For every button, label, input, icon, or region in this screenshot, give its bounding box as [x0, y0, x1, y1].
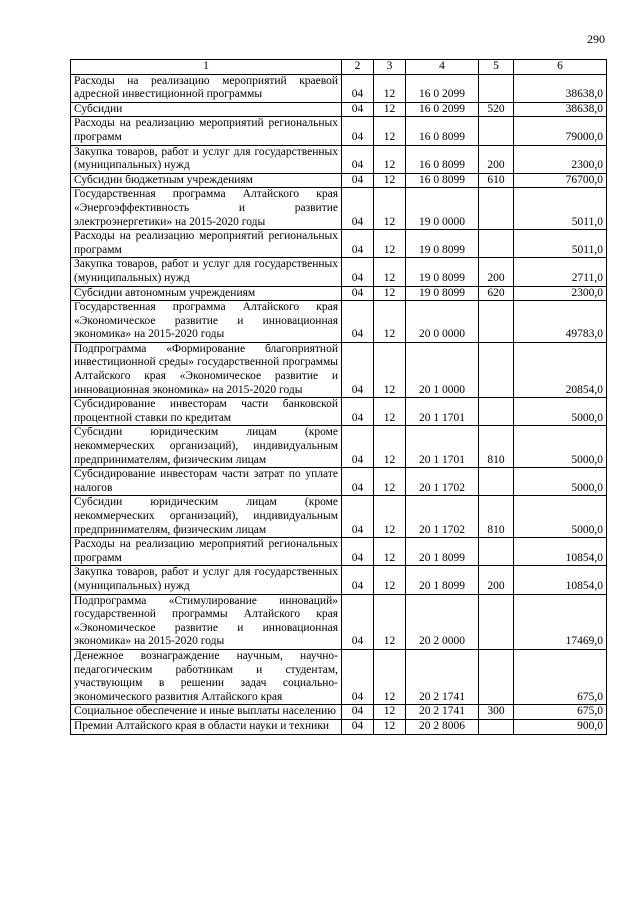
- table-row: [71, 719, 607, 734]
- row-subsection: 12: [374, 468, 406, 496]
- header-row: [71, 60, 607, 75]
- row-amount: 49783,0: [514, 301, 607, 343]
- row-description: Субсидии бюджетным учреждениям: [71, 173, 342, 188]
- row-expense-type: [479, 230, 514, 258]
- row-target-article: 19 0 8099: [406, 258, 479, 286]
- row-amount: 5011,0: [514, 188, 607, 230]
- row-subsection: 12: [374, 342, 406, 397]
- row-subsection: 12: [374, 719, 406, 734]
- row-subsection: 12: [374, 145, 406, 173]
- row-subsection: 12: [374, 117, 406, 145]
- table-row: [71, 173, 607, 188]
- row-subsection: 12: [374, 301, 406, 343]
- row-expense-type: 200: [479, 258, 514, 286]
- row-amount: 5000,0: [514, 468, 607, 496]
- row-target-article: 20 1 1702: [406, 468, 479, 496]
- row-section: 04: [342, 286, 374, 301]
- row-amount: 76700,0: [514, 173, 607, 188]
- row-target-article: 20 1 8099: [406, 538, 479, 566]
- header-cell: 1: [71, 60, 342, 75]
- row-section: 04: [342, 649, 374, 704]
- header-cell: 5: [479, 60, 514, 75]
- row-description: Расходы на реализацию мероприятий региональных программ: [71, 230, 342, 258]
- row-subsection: 12: [374, 649, 406, 704]
- row-expense-type: 200: [479, 566, 514, 594]
- table-row: [71, 145, 607, 173]
- row-target-article: 20 0 0000: [406, 301, 479, 343]
- header-cell: 6: [514, 60, 607, 75]
- row-amount: 5000,0: [514, 398, 607, 426]
- row-amount: 20854,0: [514, 342, 607, 397]
- header-cell: 2: [342, 60, 374, 75]
- table-row: [71, 117, 607, 145]
- row-amount: 2300,0: [514, 145, 607, 173]
- table-row: [71, 74, 607, 102]
- row-expense-type: [479, 468, 514, 496]
- row-subsection: 12: [374, 594, 406, 649]
- row-amount: 5000,0: [514, 426, 607, 468]
- row-expense-type: [479, 342, 514, 397]
- row-expense-type: 620: [479, 286, 514, 301]
- row-section: 04: [342, 398, 374, 426]
- row-description: Государственная программа Алтайского края «Энергоэффективность и развитие электроэнергетики» на 2015-2020 годы: [71, 188, 342, 230]
- header-cell: 4: [406, 60, 479, 75]
- row-expense-type: 810: [479, 496, 514, 538]
- row-description: Социальное обеспечение и иные выплаты населению: [71, 705, 342, 720]
- row-description: Субсидии юридическим лицам (кроме некоммерческих организаций), индивидуальным предпринимателям, физическим лицам: [71, 426, 342, 468]
- table-row: [71, 286, 607, 301]
- table-row: [71, 342, 607, 397]
- row-target-article: 20 1 1701: [406, 426, 479, 468]
- table-row: [71, 188, 607, 230]
- row-target-article: 20 1 8099: [406, 566, 479, 594]
- table-row: [71, 102, 607, 117]
- row-section: 04: [342, 468, 374, 496]
- row-section: 04: [342, 705, 374, 720]
- row-amount: 675,0: [514, 705, 607, 720]
- row-target-article: 20 1 0000: [406, 342, 479, 397]
- row-subsection: 12: [374, 496, 406, 538]
- table-row: [71, 649, 607, 704]
- row-description: Денежное вознаграждение научным, научно-педагогическим работникам и студентам, участвующим в решении задач социально-экономического развития Алтайского края: [71, 649, 342, 704]
- row-expense-type: 520: [479, 102, 514, 117]
- table-row: [71, 258, 607, 286]
- row-expense-type: [479, 117, 514, 145]
- row-subsection: 12: [374, 258, 406, 286]
- row-subsection: 12: [374, 538, 406, 566]
- row-expense-type: [479, 719, 514, 734]
- table-row: [71, 301, 607, 343]
- row-description: Подпрограмма «Формирование благоприятной инвестиционной среды» государственной программы Алтайского края «Экономическое развитие и инновационная экономика» на 2015-2020 годы: [71, 342, 342, 397]
- row-expense-type: [479, 74, 514, 102]
- row-target-article: 19 0 8099: [406, 286, 479, 301]
- row-description: Субсидии автономным учреждениям: [71, 286, 342, 301]
- row-target-article: 19 0 8099: [406, 230, 479, 258]
- row-amount: 900,0: [514, 719, 607, 734]
- row-subsection: 12: [374, 566, 406, 594]
- row-section: 04: [342, 594, 374, 649]
- table-row: [71, 705, 607, 720]
- row-description: Государственная программа Алтайского края «Экономическое развитие и инновационная экономика» на 2015-2020 годы: [71, 301, 342, 343]
- row-target-article: 19 0 0000: [406, 188, 479, 230]
- row-target-article: 16 0 2099: [406, 74, 479, 102]
- row-target-article: 20 2 0000: [406, 594, 479, 649]
- row-description: Субсидирование инвесторам части затрат по уплате налогов: [71, 468, 342, 496]
- row-expense-type: [479, 188, 514, 230]
- row-description: Субсидии: [71, 102, 342, 117]
- row-description: Расходы на реализацию мероприятий краевой адресной инвестиционной программы: [71, 74, 342, 102]
- row-amount: 10854,0: [514, 538, 607, 566]
- row-subsection: 12: [374, 188, 406, 230]
- row-expense-type: [479, 398, 514, 426]
- table-row: [71, 496, 607, 538]
- table-row: [71, 468, 607, 496]
- row-section: 04: [342, 426, 374, 468]
- row-section: 04: [342, 301, 374, 343]
- row-section: 04: [342, 538, 374, 566]
- row-section: 04: [342, 719, 374, 734]
- table-row: [71, 426, 607, 468]
- row-amount: 5000,0: [514, 496, 607, 538]
- row-target-article: 20 1 1702: [406, 496, 479, 538]
- table-row: [71, 594, 607, 649]
- row-expense-type: [479, 649, 514, 704]
- table-row: [71, 398, 607, 426]
- row-target-article: 20 1 1701: [406, 398, 479, 426]
- row-amount: 10854,0: [514, 566, 607, 594]
- row-description: Расходы на реализацию мероприятий региональных программ: [71, 538, 342, 566]
- row-section: 04: [342, 566, 374, 594]
- row-amount: 38638,0: [514, 74, 607, 102]
- row-section: 04: [342, 145, 374, 173]
- table-row: [71, 566, 607, 594]
- row-section: 04: [342, 173, 374, 188]
- table-row: [71, 230, 607, 258]
- row-amount: 79000,0: [514, 117, 607, 145]
- page-number: 290: [587, 32, 605, 46]
- row-amount: 2711,0: [514, 258, 607, 286]
- row-amount: 2300,0: [514, 286, 607, 301]
- row-amount: 675,0: [514, 649, 607, 704]
- row-section: 04: [342, 117, 374, 145]
- row-expense-type: 200: [479, 145, 514, 173]
- row-subsection: 12: [374, 173, 406, 188]
- row-subsection: 12: [374, 102, 406, 117]
- row-description: Подпрограмма «Стимулирование инноваций» государственной программы Алтайского края «Экономическое развитие и инновационная экономика» на 2015-2020 годы: [71, 594, 342, 649]
- row-description: Премии Алтайского края в области науки и техники: [71, 719, 342, 734]
- row-expense-type: 300: [479, 705, 514, 720]
- row-expense-type: 810: [479, 426, 514, 468]
- row-expense-type: 610: [479, 173, 514, 188]
- row-section: 04: [342, 230, 374, 258]
- row-subsection: 12: [374, 230, 406, 258]
- row-target-article: 16 0 8099: [406, 173, 479, 188]
- row-section: 04: [342, 188, 374, 230]
- row-description: Субсидии юридическим лицам (кроме некоммерческих организаций), индивидуальным предпринимателям, физическим лицам: [71, 496, 342, 538]
- row-section: 04: [342, 496, 374, 538]
- row-description: Субсидирование инвесторам части банковской процентной ставки по кредитам: [71, 398, 342, 426]
- row-target-article: 20 2 1741: [406, 705, 479, 720]
- row-target-article: 20 2 1741: [406, 649, 479, 704]
- row-target-article: 16 0 8099: [406, 145, 479, 173]
- row-amount: 17469,0: [514, 594, 607, 649]
- row-target-article: 16 0 2099: [406, 102, 479, 117]
- row-section: 04: [342, 342, 374, 397]
- row-target-article: 16 0 8099: [406, 117, 479, 145]
- row-description: Закупка товаров, работ и услуг для государственных (муниципальных) нужд: [71, 258, 342, 286]
- row-section: 04: [342, 102, 374, 117]
- row-amount: 5011,0: [514, 230, 607, 258]
- row-section: 04: [342, 258, 374, 286]
- row-subsection: 12: [374, 398, 406, 426]
- row-subsection: 12: [374, 74, 406, 102]
- row-target-article: 20 2 8006: [406, 719, 479, 734]
- budget-table: [70, 59, 607, 735]
- header-cell: 3: [374, 60, 406, 75]
- row-description: Закупка товаров, работ и услуг для государственных (муниципальных) нужд: [71, 566, 342, 594]
- row-subsection: 12: [374, 426, 406, 468]
- row-expense-type: [479, 301, 514, 343]
- row-subsection: 12: [374, 705, 406, 720]
- row-expense-type: [479, 538, 514, 566]
- row-expense-type: [479, 594, 514, 649]
- table-row: [71, 538, 607, 566]
- row-subsection: 12: [374, 286, 406, 301]
- row-section: 04: [342, 74, 374, 102]
- row-description: Расходы на реализацию мероприятий региональных программ: [71, 117, 342, 145]
- row-amount: 38638,0: [514, 102, 607, 117]
- row-description: Закупка товаров, работ и услуг для государственных (муниципальных) нужд: [71, 145, 342, 173]
